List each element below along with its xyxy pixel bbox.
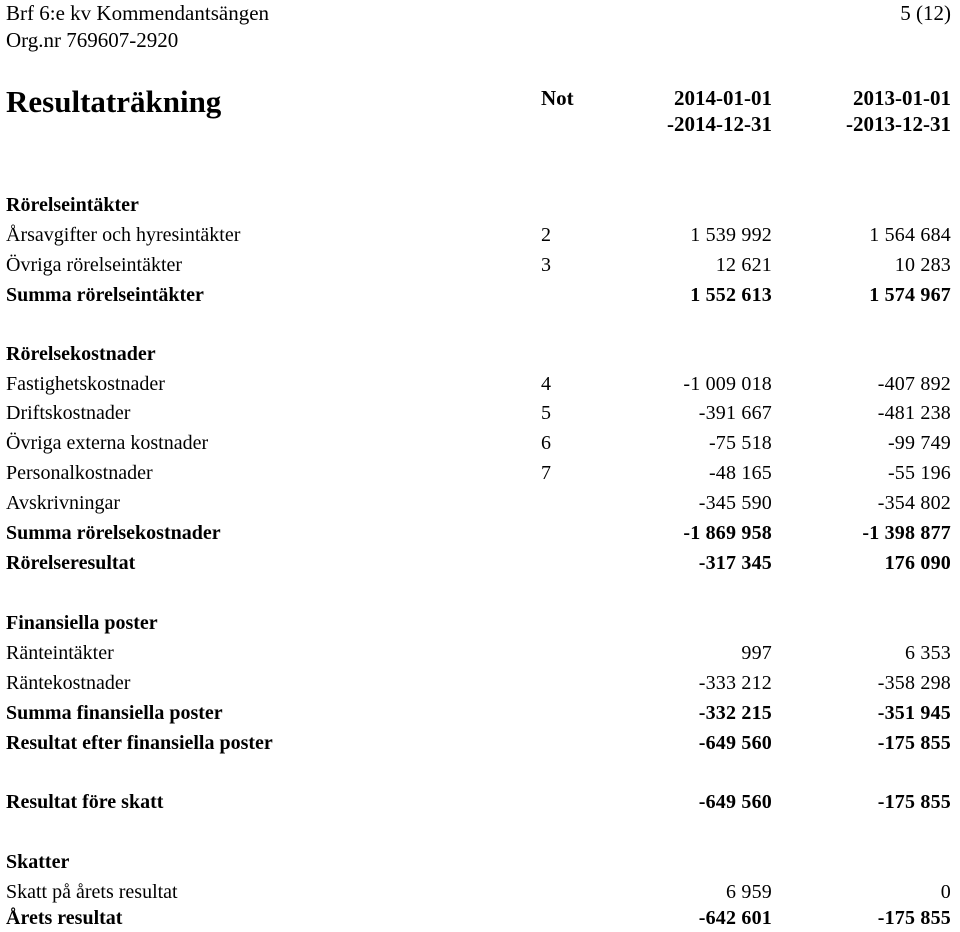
value-previous: 176 090 xyxy=(884,552,951,574)
subtotal-row xyxy=(0,699,960,727)
column-header-current-end: -2014-12-31 xyxy=(667,112,772,136)
value-previous: 10 283 xyxy=(894,254,951,276)
table-row xyxy=(0,399,960,427)
note-ref: 6 xyxy=(541,432,551,454)
value-previous: -481 238 xyxy=(877,402,951,424)
row-label: Ränteintäkter xyxy=(6,642,114,664)
column-header-previous-end: -2013-12-31 xyxy=(846,112,951,136)
value-previous: -175 855 xyxy=(877,732,951,754)
section-heading-operating-income xyxy=(0,191,960,219)
value-previous: -354 802 xyxy=(877,492,951,514)
value-previous: -175 855 xyxy=(877,791,951,813)
column-header-previous-start: 2013-01-01 xyxy=(853,86,951,110)
company-name: Brf 6:e kv Kommendantsängen xyxy=(6,1,270,25)
note-ref: 3 xyxy=(541,254,551,276)
row-label: Resultat före skatt xyxy=(6,791,164,813)
value-previous: -99 749 xyxy=(887,432,951,454)
table-row xyxy=(0,669,960,697)
row-label: Skatt på årets resultat xyxy=(6,881,178,903)
row-label: Driftskostnader xyxy=(6,402,131,424)
value-previous: -55 196 xyxy=(887,462,951,484)
value-previous: 0 xyxy=(940,881,951,903)
value-current: -317 345 xyxy=(698,552,772,574)
row-label: Personalkostnader xyxy=(6,462,153,484)
value-previous: 1 564 684 xyxy=(869,224,951,246)
subtotal-row xyxy=(0,549,960,577)
row-label: Summa rörelsekostnader xyxy=(6,522,221,544)
value-current: 997 xyxy=(741,642,772,664)
row-label: Summa finansiella poster xyxy=(6,702,223,724)
note-ref: 5 xyxy=(541,402,551,424)
column-header-note: Not xyxy=(541,86,574,110)
value-previous: -358 298 xyxy=(877,672,951,694)
row-label: Räntekostnader xyxy=(6,672,131,694)
row-label: Årsavgifter och hyresintäkter xyxy=(6,224,241,246)
value-current: -649 560 xyxy=(698,791,772,813)
subtotal-row xyxy=(0,281,960,309)
org-number: Org.nr 769607-2920 xyxy=(6,28,179,52)
value-current: -333 212 xyxy=(698,672,772,694)
table-row xyxy=(0,370,960,398)
row-label: Övriga rörelseintäkter xyxy=(6,254,183,276)
section-heading-financial-items xyxy=(0,609,960,637)
table-row xyxy=(0,489,960,517)
row-label: Övriga externa kostnader xyxy=(6,432,209,454)
section-heading-taxes xyxy=(0,848,960,876)
note-ref: 2 xyxy=(541,224,551,246)
subtotal-row xyxy=(0,729,960,757)
value-current: 1 539 992 xyxy=(690,224,772,246)
value-previous: 6 353 xyxy=(905,642,951,664)
table-row xyxy=(0,459,960,487)
value-current: 12 621 xyxy=(715,254,772,276)
value-current: -332 215 xyxy=(698,702,772,724)
table-row xyxy=(0,429,960,457)
row-label: Resultat efter finansiella poster xyxy=(6,732,273,754)
value-current: -48 165 xyxy=(708,462,772,484)
note-ref: 4 xyxy=(541,373,551,395)
row-label: Avskrivningar xyxy=(6,492,121,514)
page-number: 5 (12) xyxy=(900,1,951,25)
column-header-current-start: 2014-01-01 xyxy=(674,86,772,110)
note-ref: 7 xyxy=(541,462,551,484)
value-current: -345 590 xyxy=(698,492,772,514)
row-label: Rörelseresultat xyxy=(6,552,136,574)
table-row xyxy=(0,639,960,667)
table-row xyxy=(0,221,960,249)
row-label: Finansiella poster xyxy=(6,612,158,634)
value-current: -1 869 958 xyxy=(683,522,772,544)
subtotal-row xyxy=(0,519,960,547)
section-heading-operating-costs xyxy=(0,340,960,368)
row-label: Summa rörelseintäkter xyxy=(6,284,204,306)
value-previous: -351 945 xyxy=(877,702,951,724)
subtotal-row xyxy=(0,788,960,816)
total-row xyxy=(0,904,960,932)
row-label: Årets resultat xyxy=(6,907,123,929)
value-current: 6 959 xyxy=(726,881,772,903)
value-previous: 1 574 967 xyxy=(869,284,951,306)
value-previous: -175 855 xyxy=(877,907,951,929)
value-current: -642 601 xyxy=(698,907,772,929)
row-label: Skatter xyxy=(6,851,70,873)
value-current: -75 518 xyxy=(708,432,772,454)
value-current: -1 009 018 xyxy=(683,373,772,395)
table-row xyxy=(0,878,960,906)
table-row xyxy=(0,251,960,279)
row-label: Fastighetskostnader xyxy=(6,373,165,395)
value-current: -649 560 xyxy=(698,732,772,754)
value-current: 1 552 613 xyxy=(690,284,772,306)
row-label: Rörelseintäkter xyxy=(6,194,139,216)
value-previous: -407 892 xyxy=(877,373,951,395)
page-title: Resultaträkning xyxy=(6,84,222,119)
value-current: -391 667 xyxy=(698,402,772,424)
row-label: Rörelsekostnader xyxy=(6,343,156,365)
value-previous: -1 398 877 xyxy=(862,522,951,544)
